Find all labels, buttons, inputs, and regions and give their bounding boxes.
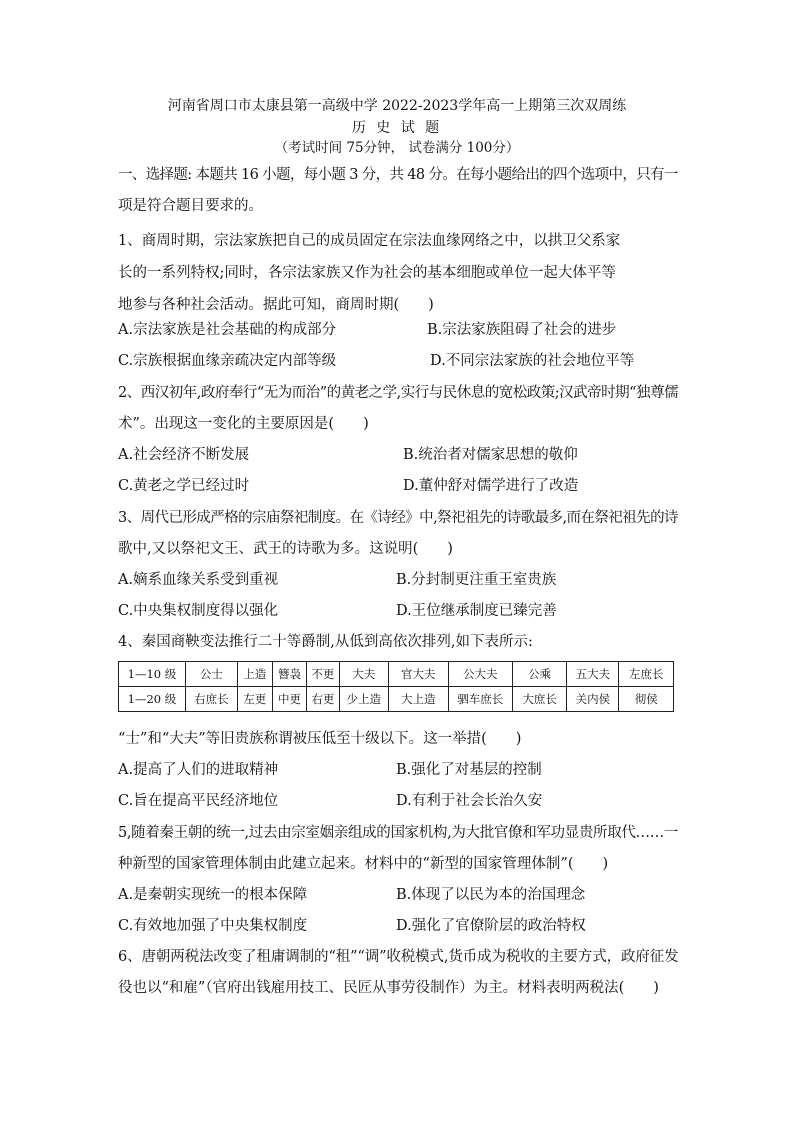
rank-cell: 少上造 (339, 687, 389, 712)
rank-cell: 大夫 (339, 662, 389, 687)
q1-stem-line2: 长的一系列特权;同时，各宗法家族又作为社会的基本细胞或单位一起大体平等 (118, 265, 616, 281)
rank-cell: 左更 (237, 687, 272, 712)
q2-option-c: C.黄老之学已经过时 (118, 478, 250, 494)
rank-table-row (119, 662, 674, 687)
rank-table-row (119, 687, 674, 712)
rank-cell: 官大夫 (389, 662, 448, 687)
q2-option-b: B.统治者对儒家思想的敬仰 (403, 447, 578, 463)
rank-cell: 簪袅 (272, 662, 307, 687)
exam-info: （考试时间 75分钟， 试卷满分 100分） (274, 140, 520, 156)
q4-stem-line2: “士”和“大夫”等旧贵族称谓被压低至十级以下。这一举措( ) (118, 731, 522, 747)
q3-option-b: B.分封制更注重王室贵族 (396, 572, 557, 588)
q1-stem-line3: 地参与各种社会活动。据此可知，商周时期( ) (118, 297, 434, 313)
q1-option-d: D.不同宗法家族的社会地位平等 (430, 353, 635, 369)
q4-option-d: D.有利于社会长治久安 (396, 793, 543, 809)
q2-stem-line1: 2、西汉初年,政府奉行“无为而治”的黄老之学,实行与民休息的宽松政策;汉武帝时期“独尊儒 (118, 385, 679, 401)
rank-cell: 驷车庶长 (448, 687, 512, 712)
q3-stem-line1: 3、周代已形成严格的宗庙祭祀制度。在《诗经》中,祭祀祖先的诗歌最多,而在祭祀祖先的诗 (118, 510, 678, 526)
rank-cell: 公士 (185, 662, 237, 687)
q3-option-d: D.王位继承制度已臻完善 (396, 603, 557, 619)
rank-cell: 左庶长 (619, 662, 674, 687)
rank-cell: 1—20 级 (119, 687, 186, 712)
q2-option-d: D.董仲舒对儒学进行了改造 (403, 478, 579, 494)
rank-cell: 公乘 (512, 662, 567, 687)
q5-option-a: A.是秦朝实现统一的根本保障 (118, 887, 308, 903)
rank-cell: 右庶长 (185, 687, 237, 712)
exam-title: 河南省周口市太康县第一高级中学 2022-2023学年高一上期第三次双周练 (167, 98, 627, 114)
q3-stem-line2: 歌中,又以祭祀文王、武王的诗歌为多。这说明( ) (118, 541, 453, 557)
q4-stem-line1: 4、秦国商鞅变法推行二十等爵制,从低到高依次排列,如下表所示: (118, 634, 533, 650)
q1-stem-line1: 1、商周时期，宗法家族把自己的成员固定在宗法血缘网络之中，以拱卫父系家 (118, 233, 621, 249)
q5-option-c: C.有效地加强了中央集权制度 (118, 918, 308, 934)
q1-option-c: C.宗族根据血缘亲疏决定内部等级 (118, 353, 337, 369)
q5-stem-line2: 种新型的国家管理体制由此建立起来。材料中的“新型的国家管理体制”( ) (118, 856, 609, 872)
q3-option-a: A.嫡系血缘关系受到重视 (118, 572, 279, 588)
rank-cell: 彻侯 (619, 687, 674, 712)
rank-cell: 公大夫 (448, 662, 512, 687)
rank-cell: 大庶长 (512, 687, 567, 712)
exam-subtitle: 历 史 试 题 (351, 120, 443, 136)
rank-cell: 五大夫 (567, 662, 619, 687)
rank-cell: 上造 (237, 662, 272, 687)
rank-cell: 1—10 级 (119, 662, 186, 687)
q6-stem-line1: 6、唐朝两税法改变了租庸调制的“租”“调”收税模式,货币成为税收的主要方式，政府征发 (118, 949, 679, 965)
q4-option-a: A.提高了人们的进取精神 (118, 762, 279, 778)
q6-stem-line2: 役也以“和雇”（官府出钱雇用技工、民匠从事劳役制作）为主。材料表明两税法( ) (118, 980, 659, 996)
q5-option-d: D.强化了官僚阶层的政治特权 (396, 918, 586, 934)
q4-option-c: C.旨在提高平民经济地位 (118, 793, 279, 809)
section-instructions-line2: 项是符合题目要求的。 (118, 198, 263, 214)
rank-cell: 大上造 (389, 687, 448, 712)
rank-table (118, 661, 674, 712)
rank-cell: 右更 (307, 687, 339, 712)
q1-option-a: A.宗法家族是社会基础的构成部分 (118, 322, 337, 338)
q5-stem-line1: 5,随着秦王朝的统一,过去由宗室姻亲组成的国家机构,为大批官僚和军功显贵所取代……一 (118, 825, 679, 841)
q1-option-b: B.宗法家族阻碍了社会的进步 (427, 322, 617, 338)
q5-option-b: B.体现了以民为本的治国理念 (396, 887, 586, 903)
rank-cell: 关内侯 (567, 687, 619, 712)
q2-stem-line2: 术”。出现这一变化的主要原因是( ) (118, 416, 369, 432)
q2-option-a: A.社会经济不断发展 (118, 447, 250, 463)
q4-option-b: B.强化了对基层的控制 (396, 762, 542, 778)
rank-cell: 不更 (307, 662, 339, 687)
q3-option-c: C.中央集权制度得以强化 (118, 603, 279, 619)
rank-cell: 中更 (272, 687, 307, 712)
section-instructions-line1: 一、选择题: 本题共 16 小题，每小题 3 分，共 48 分。在每小题给出的四个选项中，只有一 (118, 167, 678, 183)
